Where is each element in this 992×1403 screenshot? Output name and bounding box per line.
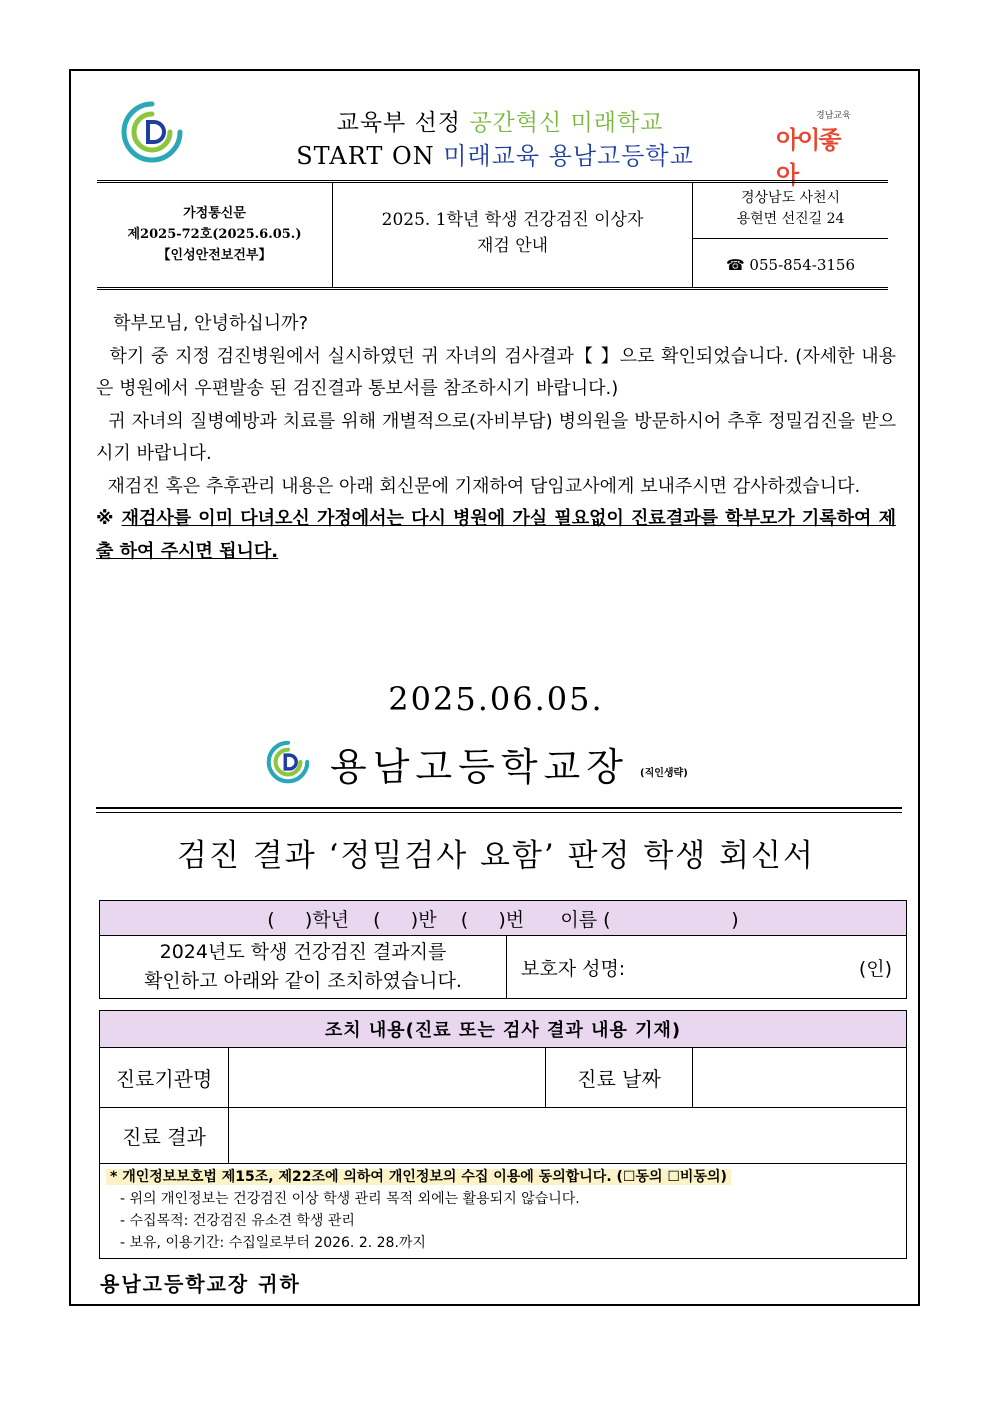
action-table (99, 1010, 907, 1259)
result-field[interactable] (229, 1108, 907, 1164)
header-line1: 교육부 선정 공간혁신 미래학교 (336, 110, 664, 136)
header-line2: START ON 미래교육 용남고등학교 (296, 142, 694, 170)
result-label: 진료 결과 (100, 1108, 229, 1164)
notice-number: 가정통신문 제2025-72호(2025.6.05.) 【인성안전보건부】 (97, 183, 333, 287)
notice-date: 2025.06.05. (388, 680, 604, 718)
paragraph-3: 재검진 혹은 추후관리 내용은 아래 회신문에 기재하여 담임교사에게 보내주시면 감사하겠습니다. (107, 475, 861, 497)
visit-date-field[interactable] (693, 1048, 907, 1108)
student-info-table (99, 900, 907, 999)
greeting: 학부모님, 안녕하십니까? (113, 313, 309, 334)
paragraph-1: 학기 중 지정 검진병원에서 실시하였던 귀 자녀의 검사결과【 】으로 확인되었습니다. (자세한 내용은 병원에서 우편발송 된 검진결과 통보서를 참조하시기 바랍니다.) (96, 345, 896, 399)
privacy-note-1: - 위의 개인정보는 건강검진 이상 학생 관리 목적 외에는 활용되지 않습니다. (120, 1191, 580, 1207)
principal-signature: 용남고등학교장 (330, 745, 629, 789)
institution-field[interactable] (229, 1048, 546, 1108)
cut-divider (96, 807, 902, 813)
school-address: 경상남도 사천시 용현면 선진길 24 (693, 183, 888, 239)
school-phone: ☎ 055-854-3156 (725, 256, 856, 274)
privacy-consent[interactable]: * 개인정보보호법 제15조, 제22조에 의하여 개인정보의 수집 이용에 동의합니다. (☐동의 ☐비동의) (106, 1169, 731, 1185)
institution-label: 진료기관명 (100, 1048, 229, 1108)
privacy-notes (100, 1164, 907, 1259)
school-logo-small-icon (266, 740, 310, 784)
notice-title: 2025. 1학년 학생 건강검진 이상자 재검 안내 (333, 183, 693, 287)
confirmation-text: 2024년도 학생 건강검진 결과지를 확인하고 아래와 같이 조치하였습니다. (100, 936, 507, 999)
warning-note: ※ 재검사를 이미 다녀오신 가정에서는 다시 병원에 가실 필요없이 진료결과를 학부모가 기록하여 제출 하여 주시면 됩니다. (96, 508, 896, 562)
visit-date-label: 진료 날짜 (546, 1048, 693, 1108)
guardian-signature-field[interactable]: 보호자 성명: (인) (507, 936, 907, 999)
school-logo-icon (120, 100, 184, 164)
privacy-note-2: - 수집목적: 건강검진 유소견 학생 관리 (120, 1213, 355, 1229)
privacy-note-3: - 보유, 이용기간: 수집일로부터 2026. 2. 28.까지 (120, 1235, 426, 1251)
notice-body (96, 308, 896, 568)
gyeongnam-edu-logo-icon: 경남교육 아이좋아 (776, 111, 851, 189)
student-id-row[interactable]: ( )학년 ( )반 ( )번 이름 ( ) (100, 901, 907, 936)
addressee: 용남고등학교장 귀하 (100, 1272, 301, 1296)
seal-omitted: (직인생략) (640, 768, 688, 779)
paragraph-2: 귀 자녀의 질병예방과 치료를 위해 개별적으로(자비부담) 병의원을 방문하시어 추후 정밀검진을 받으시기 바랍니다. (96, 410, 896, 464)
reply-form-title: 검진 결과 ‘정밀검사 요함’ 판정 학생 회신서 (177, 838, 815, 874)
info-bar (97, 180, 888, 290)
action-header: 조치 내용(진료 또는 검사 결과 내용 기재) (100, 1011, 907, 1048)
